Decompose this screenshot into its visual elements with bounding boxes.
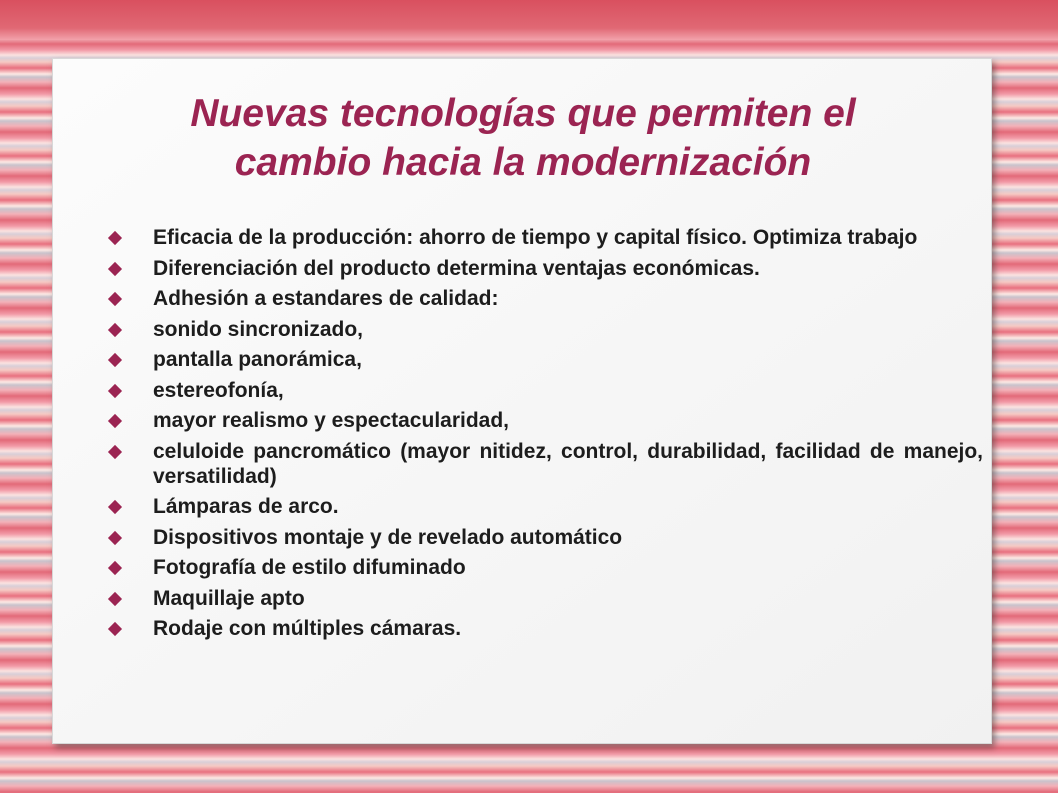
bullet-item — [103, 586, 983, 611]
bullet-item — [103, 317, 983, 342]
diamond-bullet-icon — [108, 231, 122, 245]
diamond-bullet-icon — [108, 622, 122, 636]
slide-title-line-2: cambio hacia la modernización — [234, 141, 812, 184]
bullet-text: celuloide pancromático (mayor nitidez, control, durabilidad, facilidad de manejo, versatilidad) — [153, 439, 983, 488]
bullet-text: Rodaje con múltiples cámaras. — [153, 617, 462, 640]
background-top-band — [0, 0, 1058, 40]
diamond-bullet-icon — [108, 353, 122, 367]
diamond-bullet-icon — [108, 500, 122, 514]
bullet-text: Maquillaje apto — [153, 586, 305, 610]
diamond-bullet-icon — [108, 561, 122, 575]
bullet-text: estereofonía, — [153, 378, 284, 402]
slide-panel — [52, 58, 992, 744]
bullet-item — [103, 494, 983, 519]
bullet-item — [103, 256, 983, 281]
bullet-item — [103, 225, 983, 250]
bullet-text: Diferenciación del producto determina ventajas económicas. — [153, 256, 760, 280]
bullet-item — [103, 408, 983, 433]
bullet-text: sonido sincronizado, — [153, 317, 364, 341]
bullet-item — [103, 616, 983, 641]
bullet-item — [103, 347, 983, 372]
diamond-bullet-icon — [108, 261, 122, 275]
bullet-text: Lámparas de arco. — [153, 495, 339, 518]
diamond-bullet-icon — [108, 292, 122, 306]
bullet-item — [103, 286, 983, 311]
diamond-bullet-icon — [108, 530, 122, 544]
bullet-item — [103, 525, 983, 550]
bullet-item — [103, 439, 983, 489]
diamond-bullet-icon — [108, 383, 122, 397]
diamond-bullet-icon — [108, 591, 122, 605]
slide-title — [53, 89, 993, 187]
bullet-text: mayor realismo y espectacularidad, — [153, 409, 510, 432]
bullet-text: Dispositivos montaje y de revelado automático — [153, 525, 623, 549]
bullet-text: Fotografía de estilo difuminado — [153, 556, 466, 579]
bullet-item — [103, 555, 983, 580]
diamond-bullet-icon — [108, 414, 122, 428]
slide-title-line-1: Nuevas tecnologías que permiten el — [190, 92, 856, 135]
bullet-text: Eficacia de la producción: ahorro de tiempo y capital físico. Optimiza trabajo — [153, 226, 918, 249]
bullet-list — [103, 225, 983, 647]
diamond-bullet-icon — [108, 444, 122, 458]
bullet-text: pantalla panorámica, — [153, 348, 362, 371]
bullet-text: Adhesión a estandares de calidad: — [153, 287, 499, 310]
diamond-bullet-icon — [108, 322, 122, 336]
bullet-item — [103, 378, 983, 403]
